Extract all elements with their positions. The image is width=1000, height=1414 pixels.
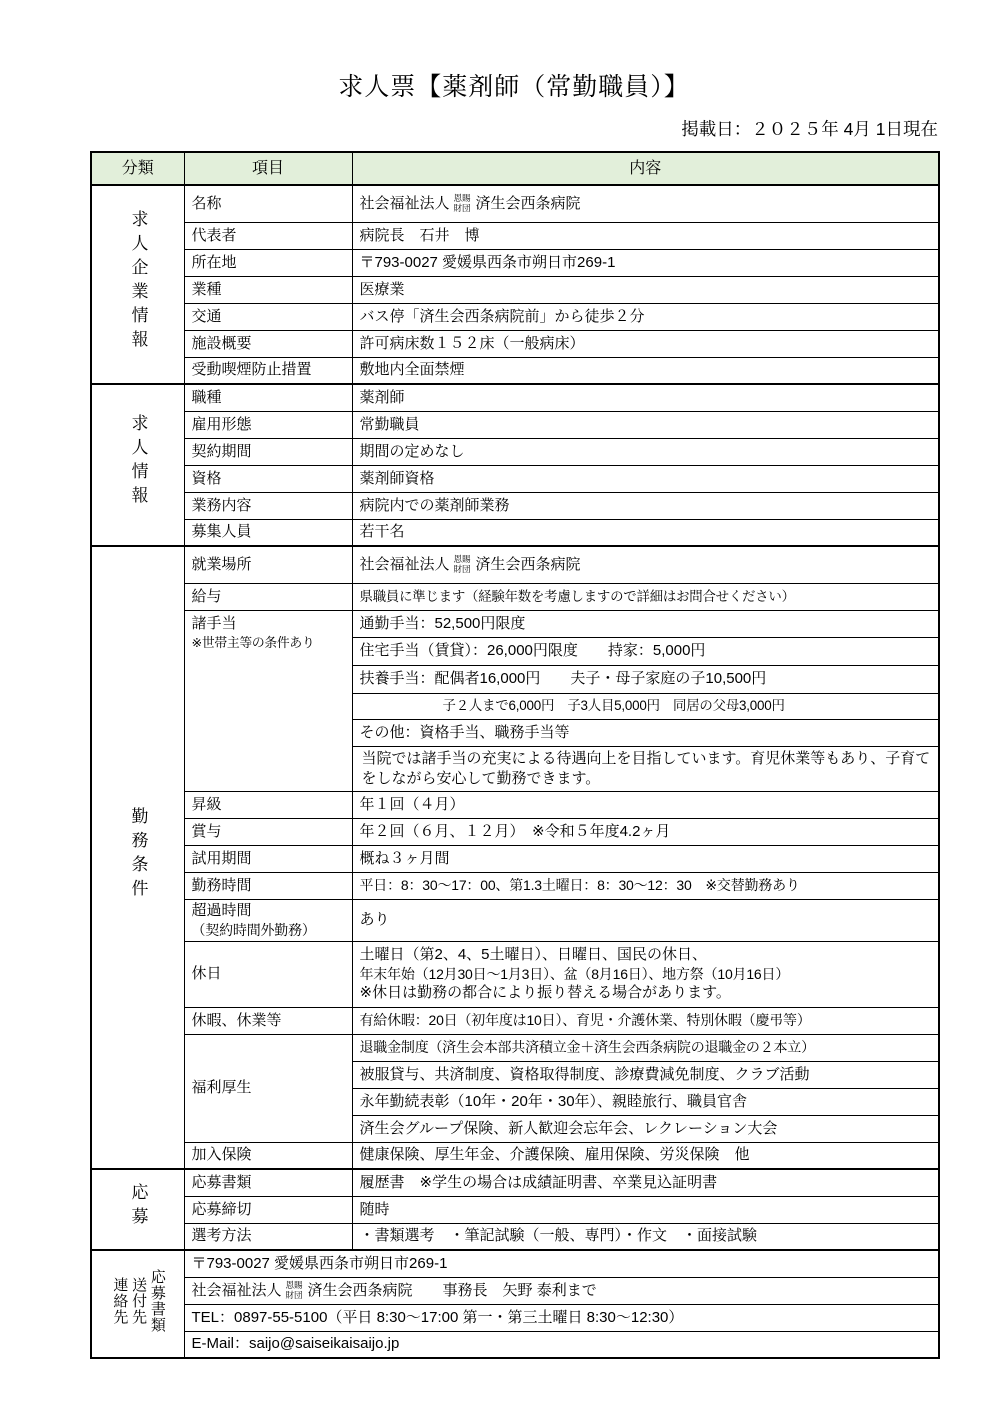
item-label: 職種 — [184, 384, 352, 411]
org-name: 済生会西条病院 — [475, 195, 581, 213]
content-cell: 子２人まで6,000円 子3人目5,000円 同居の父母3,000円 — [352, 693, 939, 719]
item-label: 交通 — [184, 303, 352, 330]
table-row — [91, 492, 939, 519]
item-label: 名称 — [184, 185, 352, 222]
table-row — [91, 1169, 939, 1196]
content-cell: 常勤職員 — [352, 411, 939, 438]
item-label: 応募書類 — [184, 1169, 352, 1196]
table-row — [91, 249, 939, 276]
content-cell: 〒793-0027 愛媛県西条市朔日市269-1 — [352, 249, 939, 276]
table-row — [91, 384, 939, 411]
content-cell: 有給休暇：20日（初年度は10日）、育児・介護休業、特別休暇（慶弔等） — [352, 1007, 939, 1034]
contact-org-line — [184, 1277, 939, 1304]
table-row — [91, 222, 939, 249]
item-label: 募集人員 — [184, 519, 352, 546]
onshi-zaidan-ruby: 恩賜 財団 — [453, 193, 471, 214]
item-label-allowances: 諸手当 ※世帯主等の条件あり — [184, 610, 352, 791]
table-row — [91, 1196, 939, 1223]
content-cell: 退職金制度（済生会本部共済積立金＋済生会西条病院の退職金の２本立） — [352, 1034, 939, 1061]
table-row — [91, 941, 939, 1007]
item-label: 受動喫煙防止措置 — [184, 357, 352, 384]
table-row — [91, 519, 939, 546]
org-name-cell — [352, 185, 939, 222]
content-cell: 概ね３ヶ月間 — [352, 845, 939, 872]
table-row — [91, 1331, 939, 1358]
org-prefix: 社会福祉法人 — [359, 556, 450, 574]
content-cell: 履歴書 ※学生の場合は成績証明書、卒業見込証明書 — [352, 1169, 939, 1196]
content-cell: 年２回（６月、１２月） ※令和５年度4.2ヶ月 — [352, 818, 939, 845]
item-label-benefits: 福利厚生 — [184, 1034, 352, 1142]
item-label: 勤務時間 — [184, 872, 352, 899]
table-row — [91, 899, 939, 941]
org-name: 済生会西条病院 — [307, 1282, 413, 1300]
onshi-zaidan-ruby: 恩賜 財団 — [453, 554, 471, 575]
table-row — [91, 438, 939, 465]
content-cell: 永年勤続表彰（10年・20年・30年）、親睦旅行、職員官舎 — [352, 1088, 939, 1115]
item-label: 業種 — [184, 276, 352, 303]
header-item: 項目 — [184, 152, 352, 185]
item-label: 給与 — [184, 583, 352, 610]
item-label: 応募締切 — [184, 1196, 352, 1223]
table-row — [91, 1034, 939, 1061]
table-row — [91, 276, 939, 303]
table-row — [91, 1304, 939, 1331]
content-cell: 健康保険、厚生年金、介護保険、雇用保険、労災保険 他 — [352, 1142, 939, 1169]
header-category: 分類 — [91, 152, 184, 185]
content-cell: 当院では諸手当の充実による待遇向上を目指しています。育児休業等もあり、子育てをしながら安心して勤務できます。 — [352, 746, 939, 791]
content-cell: 通勤手当：52,500円限度 — [352, 610, 939, 637]
contact-staff: 事務長 矢野 泰利まで — [412, 1282, 597, 1300]
content-cell: 平日：8：30～17：00、第1.3土曜日：8：30～12：30 ※交替勤務あり — [352, 872, 939, 899]
content-cell: その他：資格手当、職務手当等 — [352, 719, 939, 746]
content-cell: 住宅手当（賃貸）：26,000円限度 持家：5,000円 — [352, 637, 939, 665]
section-label-company: 求人企業情報 — [91, 185, 184, 384]
publish-date: 掲載日：２０２５年 4月 1日現在 — [681, 119, 938, 139]
table-row — [91, 791, 939, 818]
section-label-job: 求人情報 — [91, 384, 184, 546]
content-cell: あり — [352, 899, 939, 941]
table-row — [91, 465, 939, 492]
item-label: 所在地 — [184, 249, 352, 276]
table-row — [91, 1250, 939, 1277]
item-label: 雇用形態 — [184, 411, 352, 438]
page-title: 求人票【薬剤師（常勤職員）】 — [338, 73, 690, 101]
content-cell: 期間の定めなし — [352, 438, 939, 465]
table-row — [91, 818, 939, 845]
allowances-note: ※世帯主等の条件あり — [191, 635, 315, 651]
item-label: 試用期間 — [184, 845, 352, 872]
content-cell: 医療業 — [352, 276, 939, 303]
content-cell: 許可病床数１５２床（一般病床） — [352, 330, 939, 357]
content-cell: 県職員に準じます（経験年数を考慮しますので詳細はお問合せください） — [352, 583, 939, 610]
org-prefix: 社会福祉法人 — [191, 1282, 282, 1300]
item-label: 昇級 — [184, 791, 352, 818]
content-cell: 年１回（４月） — [352, 791, 939, 818]
item-label: 契約期間 — [184, 438, 352, 465]
content-cell-holidays: 土曜日（第2、4、5土曜日）、日曜日、国民の休日、 年末年始（12月30日～1月3日）、盆（8月16日）、地方祭（10月16日） ※休日は勤務の都合により振り替える場合があります。 — [352, 941, 939, 1007]
contact-section-vertical-label: 応募書類 送付先 連絡先 — [111, 1269, 166, 1334]
content-cell: 薬剤師 — [352, 384, 939, 411]
job-posting-document — [90, 0, 938, 1359]
content-cell: 敷地内全面禁煙 — [352, 357, 939, 384]
table-row — [91, 330, 939, 357]
table-row — [91, 845, 939, 872]
contact-email: E-Mail：saijo@saiseikaisaijo.jp — [184, 1331, 939, 1358]
org-name: 済生会西条病院 — [475, 556, 581, 574]
content-cell: 薬剤師資格 — [352, 465, 939, 492]
table-row — [91, 872, 939, 899]
content-cell: ・書類選考 ・筆記試験（一般、専門）・作文 ・面接試験 — [352, 1223, 939, 1250]
table-row — [91, 1007, 939, 1034]
table-row — [91, 1277, 939, 1304]
item-label-overtime: 超過時間 （契約時間外勤務） — [184, 899, 352, 941]
contact-address: 〒793-0027 愛媛県西条市朔日市269-1 — [184, 1250, 939, 1277]
item-label: 資格 — [184, 465, 352, 492]
section-label-contact — [91, 1250, 184, 1358]
job-posting-table — [90, 151, 940, 1359]
table-row — [91, 546, 939, 583]
item-label: 選考方法 — [184, 1223, 352, 1250]
item-label: 施設概要 — [184, 330, 352, 357]
onshi-zaidan-ruby: 恩賜 財団 — [285, 1280, 303, 1301]
table-row — [91, 185, 939, 222]
item-label: 就業場所 — [184, 546, 352, 583]
content-cell: バス停「済生会西条病院前」から徒歩２分 — [352, 303, 939, 330]
table-row — [91, 610, 939, 637]
org-prefix: 社会福祉法人 — [359, 195, 450, 213]
contact-tel: TEL：0897-55-5100（平日 8:30～17:00 第一・第三土曜日 8:30～12:30） — [184, 1304, 939, 1331]
table-row — [91, 303, 939, 330]
content-cell: 扶養手当：配偶者16,000円 夫子・母子家庭の子10,500円 — [352, 665, 939, 693]
content-cell: 随時 — [352, 1196, 939, 1223]
content-cell: 済生会グループ保険、新人歓迎会忘年会、レクレーション大会 — [352, 1115, 939, 1142]
content-cell: 被服貸与、共済制度、資格取得制度、診療費減免制度、クラブ活動 — [352, 1061, 939, 1088]
item-label: 休暇、休業等 — [184, 1007, 352, 1034]
section-label-apply: 応募 — [91, 1169, 184, 1250]
org-name-cell — [352, 546, 939, 583]
item-label: 代表者 — [184, 222, 352, 249]
content-cell: 病院内での薬剤師業務 — [352, 492, 939, 519]
section-label-work: 勤務条件 — [91, 546, 184, 1169]
item-label: 業務内容 — [184, 492, 352, 519]
content-cell: 病院長 石井 博 — [352, 222, 939, 249]
table-row — [91, 583, 939, 610]
item-label: 賞与 — [184, 818, 352, 845]
table-row — [91, 1142, 939, 1169]
table-row — [91, 411, 939, 438]
table-row — [91, 357, 939, 384]
header-content: 内容 — [352, 152, 939, 185]
item-label: 休日 — [184, 941, 352, 1007]
item-label: 加入保険 — [184, 1142, 352, 1169]
table-header-row — [91, 152, 939, 185]
content-cell: 若干名 — [352, 519, 939, 546]
table-row — [91, 1223, 939, 1250]
